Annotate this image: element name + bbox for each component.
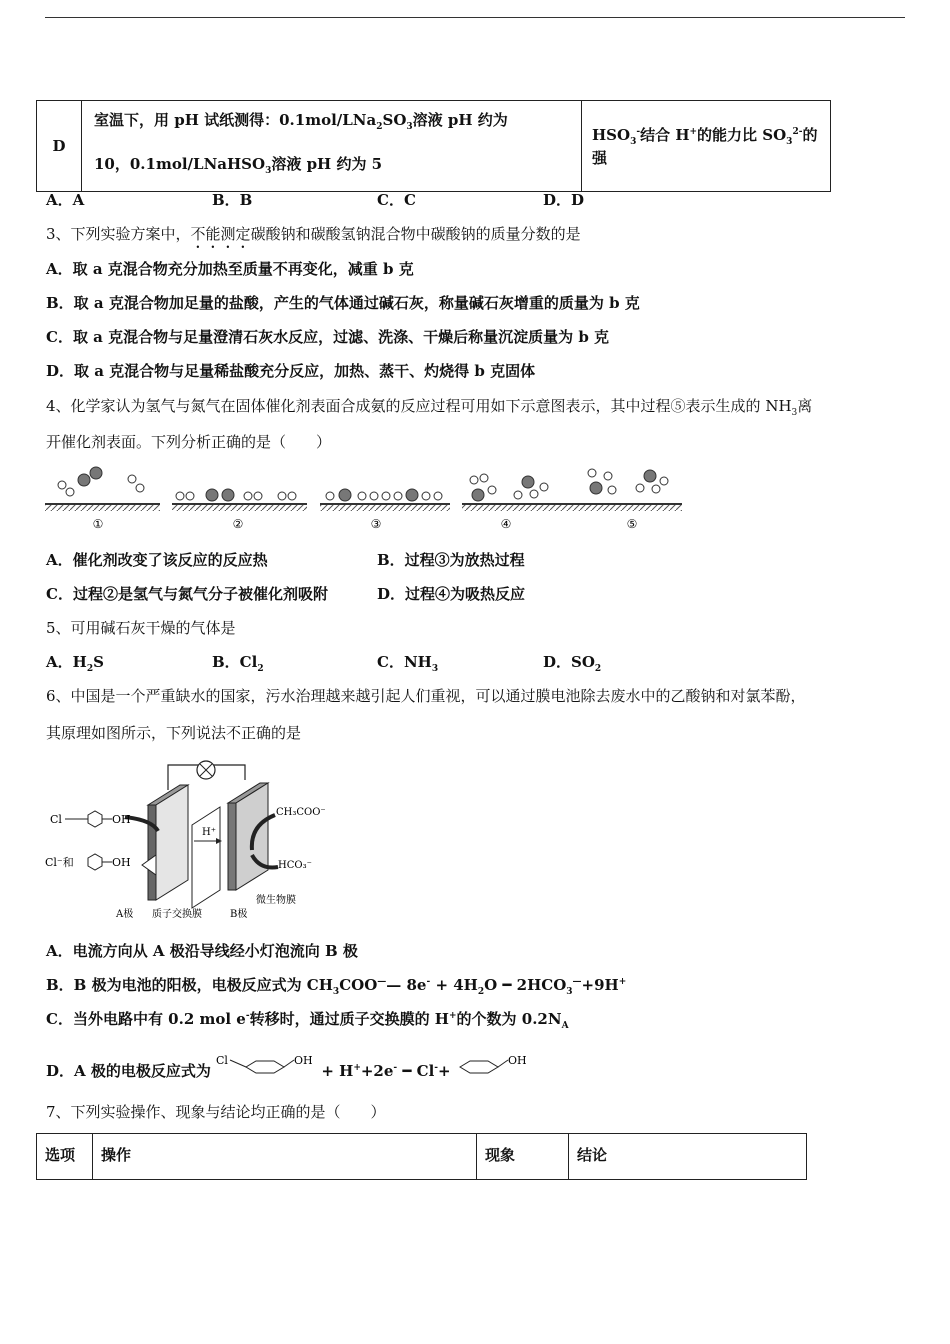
q3-option-b: B．取 a 克混合物加足量的盐酸，产生的气体通过碱石灰，称量碱石灰增重的质量为 b 克: [46, 294, 640, 312]
q6-option-d: D．A 极的电极反应式为 Cl OH + H++2e- ━ Cl-+ OH: [46, 1054, 536, 1081]
q4-option-c: C．过程②是氢气与氮气分子被催化剂吸附: [46, 585, 328, 603]
q7-stem: 7、下列实验操作、现象与结论均正确的是（ ）: [46, 1103, 386, 1121]
formula-cl-label: Cl: [216, 1054, 229, 1067]
q4-stem-line1: 4、化学家认为氢气与氮气在固体催化剂表面合成氨的反应过程可用如下示意图表示，其中过程⑤表示生成的 $NH_3$离: [46, 397, 813, 418]
catalyst-process-diagram: [40, 462, 690, 537]
oh-label: OH: [112, 813, 131, 826]
q5-option-a: A．$H_2S$: [46, 653, 104, 674]
formula-oh-label: OH: [294, 1054, 313, 1067]
q6-option-c: C．当外电路中有 0.2 mol e-转移时，通过质子交换膜的 H+的个数为 $0.2N_A$: [46, 1010, 569, 1031]
phenol-structure: [45, 854, 131, 870]
step-2-panel: [172, 489, 307, 531]
q4-stem-line2: 开催化剂表面。下列分析正确的是（ ）: [46, 433, 332, 451]
step-1-panel: [45, 467, 160, 531]
q7-table: [36, 1133, 807, 1180]
row-conclusion: $HSO_3^-$结合 H+的能力比 $SO_3^{2-}$的强: [582, 101, 831, 192]
q5-option-d: D．$SO_2$: [543, 653, 602, 674]
membrane-cell-diagram: [40, 755, 340, 925]
step-5-panel: [572, 469, 682, 531]
microbe-film-label: 微生物膜: [256, 895, 296, 906]
oh-label-2: OH: [112, 856, 131, 869]
row-operation: 室温下，用 pH 试纸测得：$0.1mol/LNa_2SO_3$溶液 pH 约为 10，0.1mol/LNaHSO$_3$溶液 pH 约为 5: [82, 101, 582, 192]
row-label: D: [37, 101, 82, 192]
header-phenomenon: 现象: [477, 1134, 569, 1180]
q4-option-d: D．过程④为吸热反应: [377, 585, 526, 603]
q6-option-b: B．B 极为电池的阳极，电极反应式为 $CH_3COO^——$ $8e^- + 4H_2O$ ━ $2HCO_3^—+9H^+$: [46, 976, 627, 997]
header-operation: 操作: [93, 1134, 477, 1180]
bicarbonate-label: HCO₃⁻: [278, 860, 312, 871]
q5-option-c: C．$NH_3$: [377, 653, 439, 674]
step-3-panel: [320, 489, 450, 531]
step-5-label: ⑤: [626, 517, 638, 531]
electrode-b-label: B极: [230, 909, 248, 920]
q3-option-c: C．取 a 克混合物与足量澄清石灰水反应，过滤、洗涤、干燥后称量沉淀质量为 b 克: [46, 328, 610, 346]
q3-option-d: D．取 a 克混合物与足量稀盐酸充分反应，加热、蒸干、灼烧得 b 克固体: [46, 362, 536, 380]
q2-option-c: C．C: [377, 191, 416, 209]
q5-stem: 5、可用碱石灰干燥的气体是: [46, 619, 236, 637]
electrode-a-label: A极: [116, 909, 134, 920]
step-2-label: ②: [232, 517, 244, 531]
q2-option-b: B．B: [212, 191, 253, 209]
hplus-label: H⁺: [202, 827, 216, 838]
q4-option-b: B．过程③为放热过程: [377, 551, 525, 569]
q3-option-a: A．取 a 克混合物充分加热至质量不再变化，减重 b 克: [46, 260, 414, 278]
q3-stem: 3、下列实验方案中，不能测定碳酸钠和碳酸氢钠混合物中碳酸钠的质量分数的是: [46, 225, 581, 243]
cl-and-label: Cl⁻和: [45, 856, 74, 869]
step-1-label: ①: [92, 517, 104, 531]
formula-oh-label-2: OH: [507, 1054, 527, 1067]
q4-option-a: A．催化剂改变了该反应的反应热: [46, 551, 268, 569]
q6-option-a: A．电流方向从 A 极沿导线经小灯泡流向 B 极: [46, 942, 358, 960]
step-4-label: ④: [500, 517, 512, 531]
q2-option-d: D．D: [543, 191, 585, 209]
step-4-panel: [462, 474, 572, 531]
phenol-formula: [456, 1054, 536, 1080]
header-conclusion: 结论: [569, 1134, 807, 1180]
q6-stem-line2: 其原理如图所示，下列说法不正确的是: [46, 724, 302, 742]
chlorophenol-structure: [50, 811, 131, 827]
q5-option-b: B．$Cl_2$: [212, 653, 264, 674]
table-header-row: [37, 1134, 807, 1180]
membrane-label: 质子交换膜: [152, 909, 202, 920]
q2-option-a: A．A: [46, 191, 85, 209]
cl-label: Cl: [50, 813, 62, 826]
acetate-label: CH₃COO⁻: [276, 807, 326, 818]
q2-table: [36, 100, 831, 192]
q6-stem-line1: 6、中国是一个严重缺水的国家，污水治理越来越引起人们重视，可以通过膜电池除去废水中的乙酸钠和对氯苯酚，: [46, 687, 806, 705]
header-option: 选项: [37, 1134, 93, 1180]
chlorophenol-formula: [216, 1054, 316, 1080]
step-3-label: ③: [370, 517, 382, 531]
header-rule: [45, 17, 905, 18]
table-row: [37, 101, 831, 192]
